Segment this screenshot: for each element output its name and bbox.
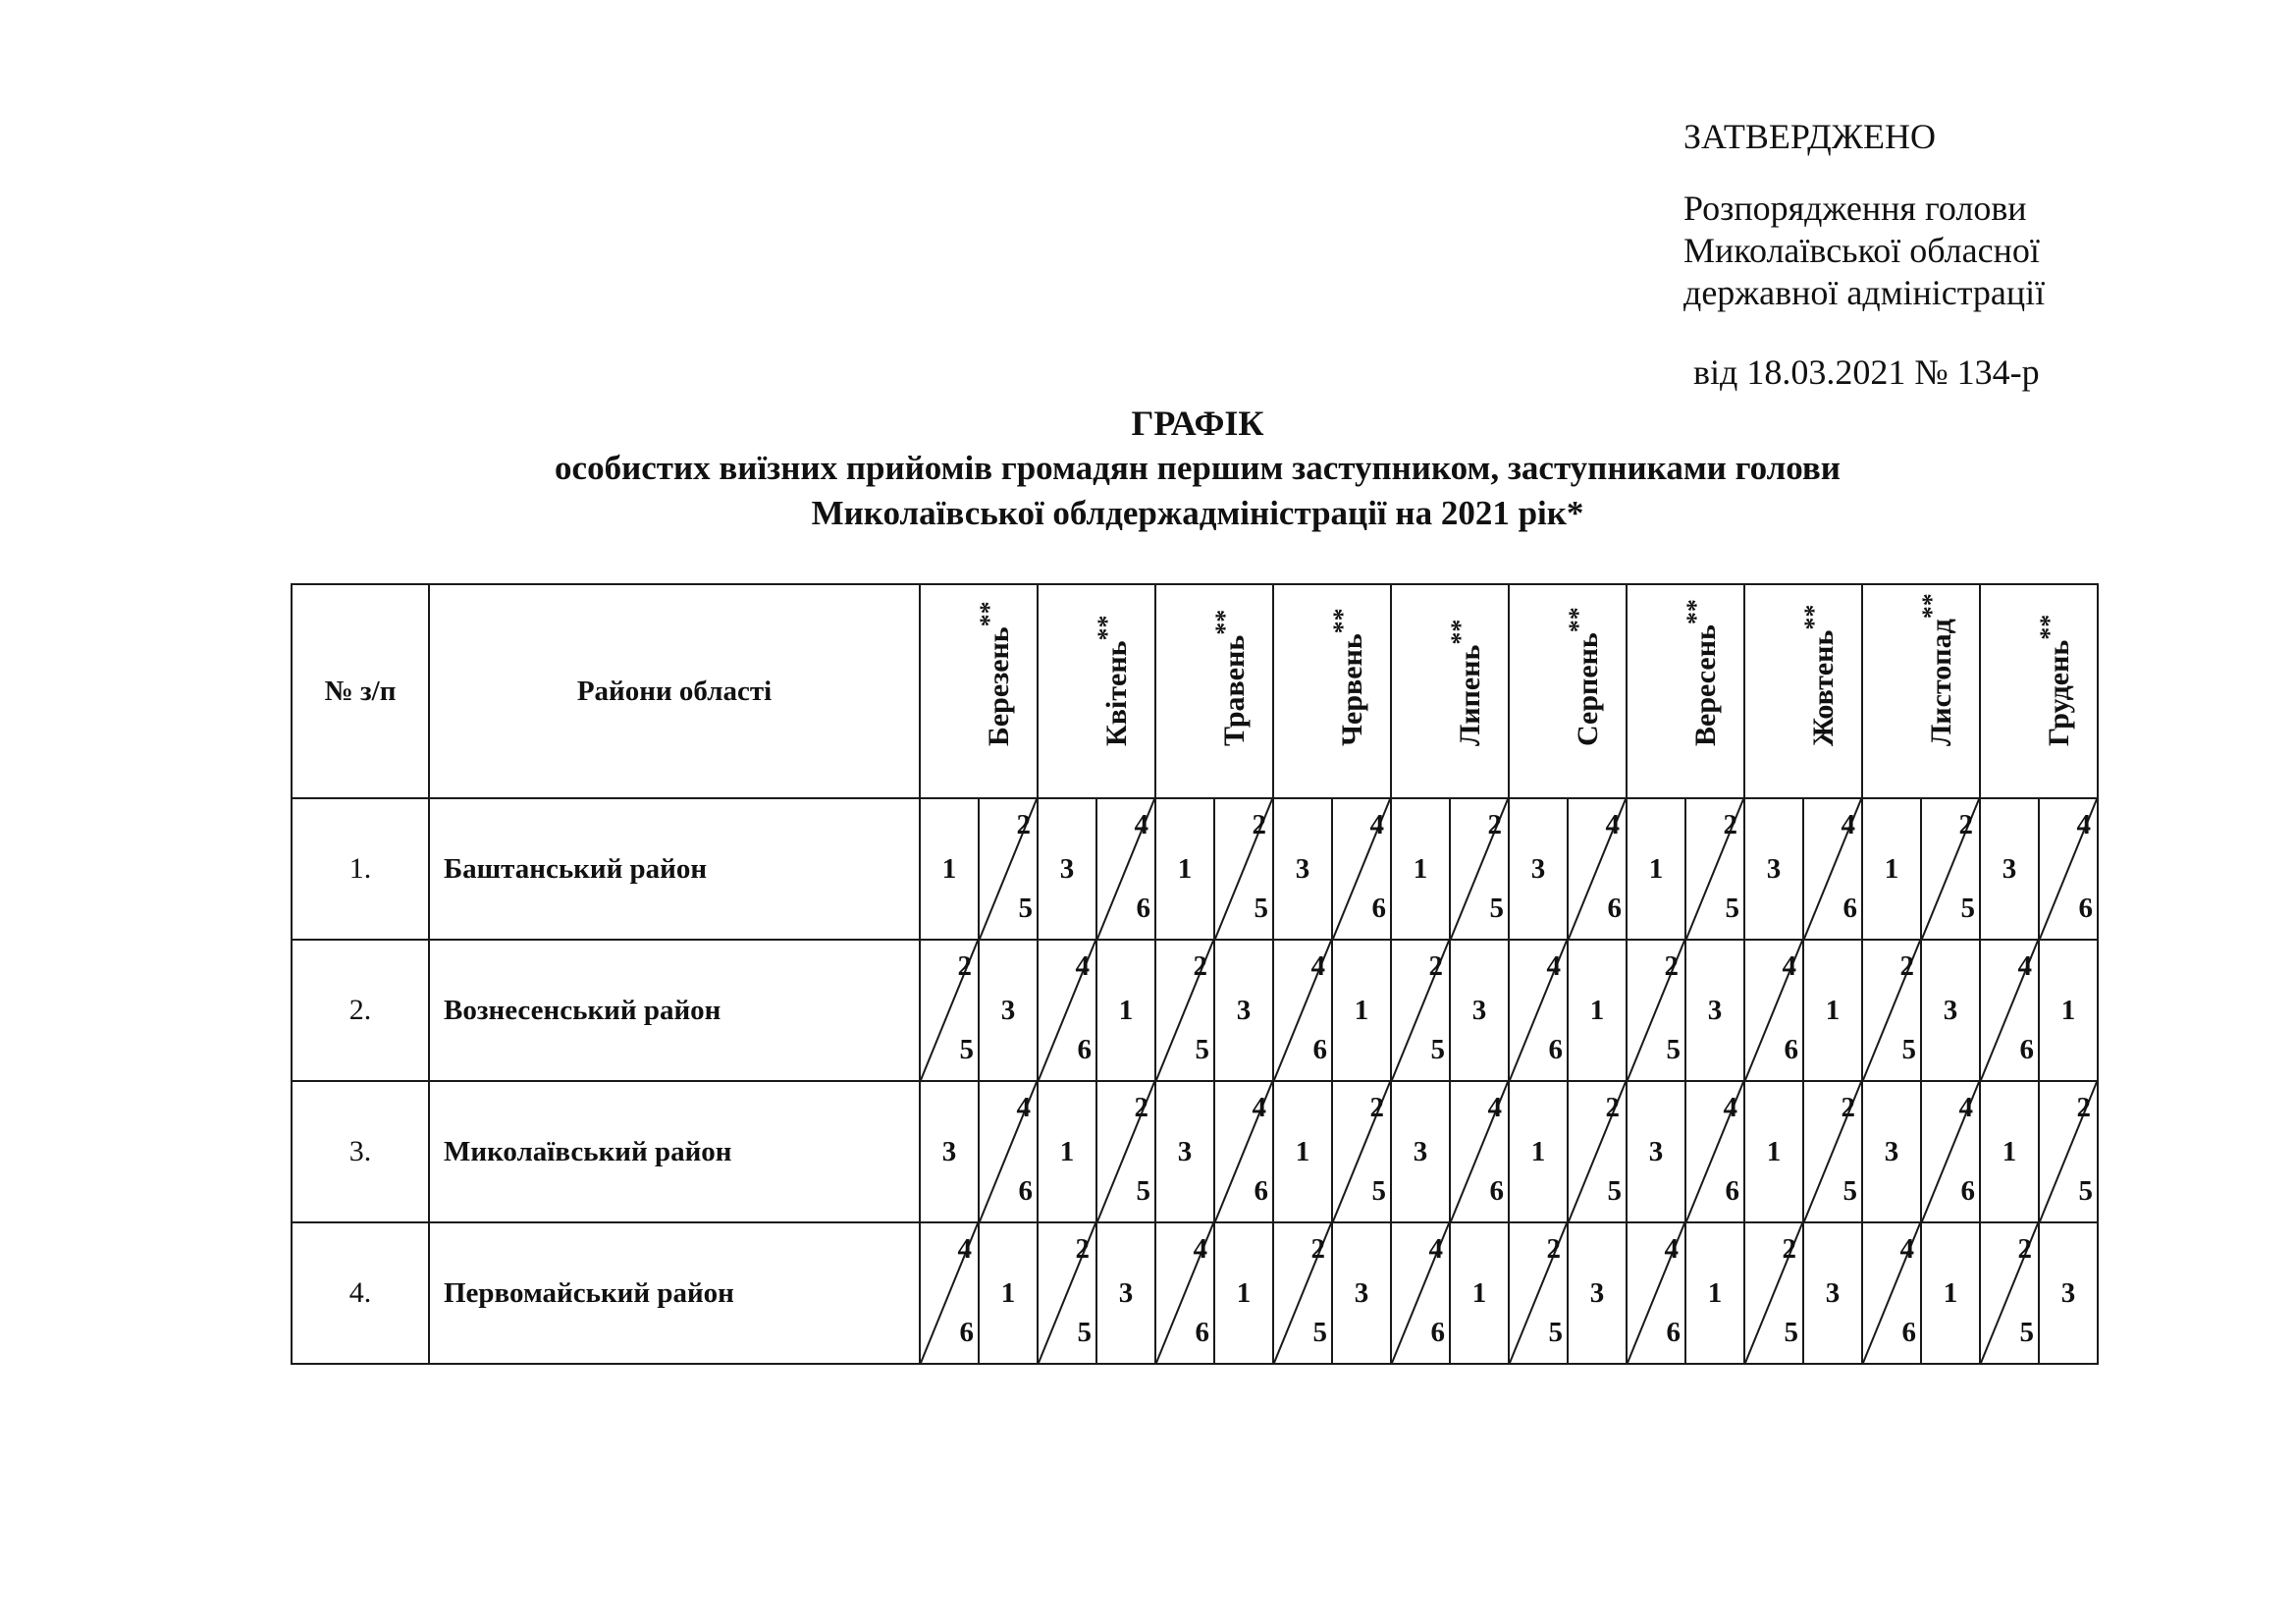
schedule-cell [1980, 798, 2039, 940]
approval-block [1683, 116, 2045, 394]
schedule-cell [1980, 1081, 2039, 1222]
deputy-number: 3 [1059, 852, 1075, 885]
header-month-8 [1744, 584, 1862, 798]
deputy-number-bottom: 6 [1960, 1175, 1975, 1207]
month-label [1327, 608, 1368, 746]
district-name: Первомайський район [429, 1222, 920, 1364]
month-name: Листопад [1924, 619, 1957, 746]
schedule-cell [1155, 1081, 1214, 1222]
deputy-number-bottom: 6 [1254, 1175, 1268, 1207]
district-name: Миколаївський район [429, 1081, 920, 1222]
deputy-number-bottom: 5 [1254, 893, 1268, 924]
deputy-number: 1 [1118, 994, 1134, 1026]
schedule-split-cell [1450, 1081, 1509, 1222]
schedule-split-cell [1273, 1222, 1332, 1364]
schedule-table [291, 583, 2099, 1365]
month-label [1681, 599, 1722, 746]
document-subtitle-line-2: Миколаївської облдержадміністрації на 2021 рік* [811, 494, 1584, 532]
deputy-number-top: 2 [1310, 1233, 1325, 1265]
header-district: Райони області [429, 584, 920, 798]
deputy-number-top: 4 [1841, 809, 1855, 840]
deputy-number: 3 [1530, 852, 1546, 885]
deputy-number-top: 4 [1310, 950, 1325, 982]
month-name: Травень [1217, 634, 1251, 746]
schedule-cell [979, 940, 1038, 1081]
deputy-number-bottom: 6 [1489, 1175, 1504, 1207]
month-name: Червень [1335, 633, 1368, 746]
schedule-cell [1038, 798, 1096, 940]
schedule-split-cell [1627, 1222, 1685, 1364]
deputy-number: 1 [1177, 852, 1193, 885]
deputy-number-bottom: 5 [2078, 1175, 2093, 1207]
schedule-cell [1391, 1081, 1450, 1222]
deputy-number: 1 [1648, 852, 1664, 885]
deputy-number-bottom: 6 [1842, 893, 1857, 924]
schedule-cell [1685, 940, 1744, 1081]
schedule-cell [1509, 798, 1568, 940]
schedule-cell [1038, 1081, 1096, 1222]
month-name: Вересень [1688, 624, 1722, 746]
deputy-number-top: 2 [1723, 809, 1737, 840]
deputy-number-bottom: 5 [1548, 1317, 1563, 1348]
document-title: ГРАФІК [1131, 404, 1264, 443]
schedule-split-cell [1038, 940, 1096, 1081]
deputy-number-bottom: 6 [1430, 1317, 1445, 1348]
deputy-number-bottom: 6 [2019, 1034, 2034, 1065]
deputy-number-bottom: 5 [1784, 1317, 1798, 1348]
deputy-number: 1 [1000, 1276, 1016, 1309]
deputy-number: 1 [1413, 852, 1428, 885]
deputy-number-bottom: 5 [1195, 1034, 1209, 1065]
schedule-split-cell [1568, 798, 1627, 940]
schedule-split-cell [1214, 798, 1273, 940]
schedule-split-cell [1862, 1222, 1921, 1364]
deputy-number-top: 4 [957, 1233, 972, 1265]
schedule-cell [1568, 1222, 1627, 1364]
month-label [1798, 604, 1840, 746]
deputy-number-top: 4 [1075, 950, 1090, 982]
deputy-number-top: 2 [1016, 809, 1031, 840]
deputy-number-bottom: 5 [1842, 1175, 1857, 1207]
schedule-split-cell [1921, 798, 1980, 940]
deputy-number-top: 2 [2076, 1092, 2091, 1123]
table-row [292, 940, 2098, 1081]
month-footnote-mark: ** [1798, 604, 1828, 630]
schedule-cell [1568, 940, 1627, 1081]
schedule-cell [2039, 1222, 2098, 1364]
deputy-number-bottom: 6 [1784, 1034, 1798, 1065]
schedule-split-cell [1921, 1081, 1980, 1222]
schedule-cell [1627, 1081, 1685, 1222]
approval-line-3: державної адміністрації [1683, 273, 2046, 312]
deputy-number: 1 [2060, 994, 2076, 1026]
deputy-number: 1 [1471, 1276, 1487, 1309]
schedule-split-cell [1391, 1222, 1450, 1364]
deputy-number-bottom: 6 [1195, 1317, 1209, 1348]
month-name: Березень [982, 626, 1015, 746]
deputy-number-bottom: 5 [1371, 1175, 1386, 1207]
schedule-cell [1921, 1222, 1980, 1364]
document-subtitle-line-1: особистих виїзних прийомів громадян першим заступником, заступниками голови [555, 449, 1841, 487]
month-label [1916, 593, 1957, 746]
deputy-number-top: 2 [1487, 809, 1502, 840]
schedule-cell [1450, 940, 1509, 1081]
schedule-cell [1803, 1222, 1862, 1364]
month-footnote-mark: ** [1327, 608, 1357, 634]
deputy-number-bottom: 6 [1018, 1175, 1033, 1207]
deputy-number-top: 4 [1723, 1092, 1737, 1123]
deputy-number-bottom: 6 [1548, 1034, 1563, 1065]
deputy-number-top: 4 [1369, 809, 1384, 840]
schedule-cell [1450, 1222, 1509, 1364]
month-name: Квітень [1099, 640, 1133, 746]
header-month-7 [1627, 584, 1744, 798]
schedule-split-cell [2039, 1081, 2098, 1222]
month-label [1209, 609, 1251, 746]
month-name: Жовтень [1806, 629, 1840, 746]
deputy-number-bottom: 6 [1077, 1034, 1092, 1065]
schedule-split-cell [1744, 1222, 1803, 1364]
deputy-number-bottom: 6 [1607, 893, 1622, 924]
header-month-1 [920, 584, 1038, 798]
deputy-number-bottom: 6 [1312, 1034, 1327, 1065]
approval-title: ЗАТВЕРДЖЕНО [1683, 117, 1936, 156]
approval-date: від 18.03.2021 № 134-р [1693, 352, 2040, 392]
schedule-split-cell [1744, 940, 1803, 1081]
district-name: Баштанський район [429, 798, 920, 940]
row-number: 3. [292, 1081, 429, 1222]
deputy-number-top: 4 [1193, 1233, 1207, 1265]
deputy-number-top: 2 [1605, 1092, 1620, 1123]
schedule-split-cell [1627, 940, 1685, 1081]
schedule-cell [1509, 1081, 1568, 1222]
deputy-number-bottom: 5 [1960, 893, 1975, 924]
schedule-split-cell [1803, 1081, 1862, 1222]
deputy-number: 1 [1236, 1276, 1252, 1309]
header-month-2 [1038, 584, 1155, 798]
row-number: 1. [292, 798, 429, 940]
deputy-number-top: 2 [1899, 950, 1914, 982]
schedule-cell [1862, 798, 1921, 940]
deputy-number: 3 [1118, 1276, 1134, 1309]
deputy-number: 3 [1295, 852, 1310, 885]
deputy-number-bottom: 5 [1077, 1317, 1092, 1348]
row-number: 2. [292, 940, 429, 1081]
deputy-number: 1 [941, 852, 957, 885]
deputy-number-top: 2 [2017, 1233, 2032, 1265]
schedule-cell [1214, 1222, 1273, 1364]
schedule-cell [1391, 798, 1450, 940]
deputy-number: 3 [1648, 1135, 1664, 1167]
deputy-number-bottom: 6 [959, 1317, 974, 1348]
table-row [292, 1222, 2098, 1364]
header-month-10 [1980, 584, 2098, 798]
deputy-number: 1 [1059, 1135, 1075, 1167]
schedule-cell [1744, 1081, 1803, 1222]
deputy-number-top: 4 [1899, 1233, 1914, 1265]
deputy-number-top: 2 [1075, 1233, 1090, 1265]
schedule-split-cell [920, 940, 979, 1081]
deputy-number: 1 [1884, 852, 1899, 885]
schedule-split-cell [920, 1222, 979, 1364]
deputy-number-top: 4 [1546, 950, 1561, 982]
deputy-number: 3 [1354, 1276, 1369, 1309]
deputy-number-top: 4 [1664, 1233, 1679, 1265]
deputy-number-bottom: 5 [1489, 893, 1504, 924]
header-month-3 [1155, 584, 1273, 798]
deputy-number-bottom: 6 [1136, 893, 1150, 924]
deputy-number-top: 2 [1958, 809, 1973, 840]
month-footnote-mark: ** [1916, 593, 1946, 620]
deputy-number-bottom: 5 [1666, 1034, 1681, 1065]
deputy-number: 1 [1354, 994, 1369, 1026]
deputy-number-top: 4 [1428, 1233, 1443, 1265]
schedule-split-cell [1038, 1222, 1096, 1364]
month-footnote-mark: ** [1563, 607, 1592, 633]
table-row [292, 1081, 2098, 1222]
month-footnote-mark: ** [974, 601, 1003, 627]
approval-line-2: Миколаївської обласної [1683, 231, 2040, 270]
deputy-number-top: 2 [1369, 1092, 1384, 1123]
table-header-row [292, 584, 2098, 798]
deputy-number: 3 [1884, 1135, 1899, 1167]
schedule-split-cell [1155, 1222, 1214, 1364]
deputy-number-top: 4 [1605, 809, 1620, 840]
header-month-6 [1509, 584, 1627, 798]
deputy-number-top: 4 [1134, 809, 1148, 840]
header-month-9 [1862, 584, 1980, 798]
deputy-number-bottom: 5 [1430, 1034, 1445, 1065]
row-number: 4. [292, 1222, 429, 1364]
month-label [2034, 614, 2075, 746]
schedule-split-cell [979, 1081, 1038, 1222]
schedule-split-cell [1568, 1081, 1627, 1222]
schedule-cell [1096, 940, 1155, 1081]
schedule-split-cell [1803, 798, 1862, 940]
deputy-number: 1 [1707, 1276, 1723, 1309]
deputy-number: 3 [1236, 994, 1252, 1026]
month-footnote-mark: ** [1681, 599, 1710, 625]
district-name: Вознесенський район [429, 940, 920, 1081]
month-label [974, 601, 1015, 746]
schedule-cell [1273, 798, 1332, 940]
deputy-number: 3 [1000, 994, 1016, 1026]
deputy-number: 3 [1471, 994, 1487, 1026]
schedule-split-cell [1980, 940, 2039, 1081]
schedule-split-cell [1332, 798, 1391, 940]
schedule-split-cell [1862, 940, 1921, 1081]
approval-line-1: Розпорядження голови [1683, 189, 2027, 228]
deputy-number-top: 2 [1841, 1092, 1855, 1123]
deputy-number: 1 [2002, 1135, 2017, 1167]
deputy-number-bottom: 5 [1018, 893, 1033, 924]
deputy-number: 1 [1589, 994, 1605, 1026]
schedule-split-cell [1685, 1081, 1744, 1222]
deputy-number-bottom: 5 [1725, 893, 1739, 924]
schedule-split-cell [1096, 1081, 1155, 1222]
month-name: Серпень [1571, 632, 1604, 746]
deputy-number: 3 [1766, 852, 1782, 885]
schedule-split-cell [1450, 798, 1509, 940]
deputy-number-bottom: 5 [1901, 1034, 1916, 1065]
schedule-cell [1862, 1081, 1921, 1222]
month-footnote-mark: ** [1445, 619, 1474, 645]
deputy-number-top: 2 [1664, 950, 1679, 982]
deputy-number-bottom: 5 [2019, 1317, 2034, 1348]
deputy-number: 1 [1295, 1135, 1310, 1167]
header-number: № з/п [292, 584, 429, 798]
deputy-number-top: 4 [1487, 1092, 1502, 1123]
deputy-number: 3 [1943, 994, 1958, 1026]
schedule-split-cell [1509, 940, 1568, 1081]
deputy-number-top: 2 [1252, 809, 1266, 840]
schedule-cell [1627, 798, 1685, 940]
deputy-number-top: 4 [1958, 1092, 1973, 1123]
deputy-number: 1 [1943, 1276, 1958, 1309]
deputy-number-bottom: 6 [1725, 1175, 1739, 1207]
deputy-number: 3 [2002, 852, 2017, 885]
deputy-number-top: 2 [1546, 1233, 1561, 1265]
schedule-cell [1921, 940, 1980, 1081]
month-footnote-mark: ** [1092, 615, 1121, 641]
document-heading [0, 401, 2296, 536]
schedule-split-cell [1096, 798, 1155, 940]
month-label [1563, 607, 1604, 746]
schedule-cell [1803, 940, 1862, 1081]
deputy-number-bottom: 6 [1371, 893, 1386, 924]
deputy-number-bottom: 5 [1607, 1175, 1622, 1207]
month-label [1445, 619, 1486, 746]
deputy-number: 3 [1589, 1276, 1605, 1309]
month-name: Грудень [2042, 639, 2075, 746]
schedule-split-cell [1685, 798, 1744, 940]
deputy-number-top: 4 [2076, 809, 2091, 840]
deputy-number: 1 [1766, 1135, 1782, 1167]
schedule-cell [979, 1222, 1038, 1364]
deputy-number-bottom: 5 [1136, 1175, 1150, 1207]
deputy-number-bottom: 5 [1312, 1317, 1327, 1348]
deputy-number-top: 4 [1782, 950, 1796, 982]
schedule-split-cell [1980, 1222, 2039, 1364]
month-footnote-mark: ** [1209, 609, 1239, 635]
deputy-number: 3 [1707, 994, 1723, 1026]
deputy-number-bottom: 6 [1666, 1317, 1681, 1348]
deputy-number-top: 2 [957, 950, 972, 982]
month-name: Липень [1453, 644, 1486, 746]
month-label [1092, 615, 1133, 747]
schedule-cell [1332, 1222, 1391, 1364]
deputy-number-top: 4 [2017, 950, 2032, 982]
deputy-number-bottom: 5 [959, 1034, 974, 1065]
deputy-number: 1 [1530, 1135, 1546, 1167]
deputy-number: 1 [1825, 994, 1841, 1026]
schedule-split-cell [1332, 1081, 1391, 1222]
deputy-number-top: 2 [1134, 1092, 1148, 1123]
deputy-number: 3 [941, 1135, 957, 1167]
header-month-4 [1273, 584, 1391, 798]
schedule-cell [920, 798, 979, 940]
schedule-split-cell [1214, 1081, 1273, 1222]
schedule-cell [1155, 798, 1214, 940]
deputy-number-top: 4 [1252, 1092, 1266, 1123]
deputy-number-top: 2 [1428, 950, 1443, 982]
schedule-split-cell [1155, 940, 1214, 1081]
deputy-number-bottom: 6 [1901, 1317, 1916, 1348]
deputy-number-top: 4 [1016, 1092, 1031, 1123]
deputy-number-bottom: 6 [2078, 893, 2093, 924]
deputy-number: 3 [2060, 1276, 2076, 1309]
schedule-split-cell [979, 798, 1038, 940]
table-row [292, 798, 2098, 940]
schedule-cell [1273, 1081, 1332, 1222]
deputy-number: 3 [1177, 1135, 1193, 1167]
schedule-split-cell [2039, 798, 2098, 940]
deputy-number: 3 [1825, 1276, 1841, 1309]
header-month-5 [1391, 584, 1509, 798]
schedule-cell [1214, 940, 1273, 1081]
month-footnote-mark: ** [2034, 614, 2063, 640]
schedule-cell [920, 1081, 979, 1222]
schedule-split-cell [1273, 940, 1332, 1081]
schedule-cell [1744, 798, 1803, 940]
schedule-cell [1332, 940, 1391, 1081]
schedule-split-cell [1509, 1222, 1568, 1364]
deputy-number: 3 [1413, 1135, 1428, 1167]
schedule-cell [2039, 940, 2098, 1081]
schedule-cell [1096, 1222, 1155, 1364]
deputy-number-top: 2 [1193, 950, 1207, 982]
schedule-cell [1685, 1222, 1744, 1364]
deputy-number-top: 2 [1782, 1233, 1796, 1265]
schedule-split-cell [1391, 940, 1450, 1081]
